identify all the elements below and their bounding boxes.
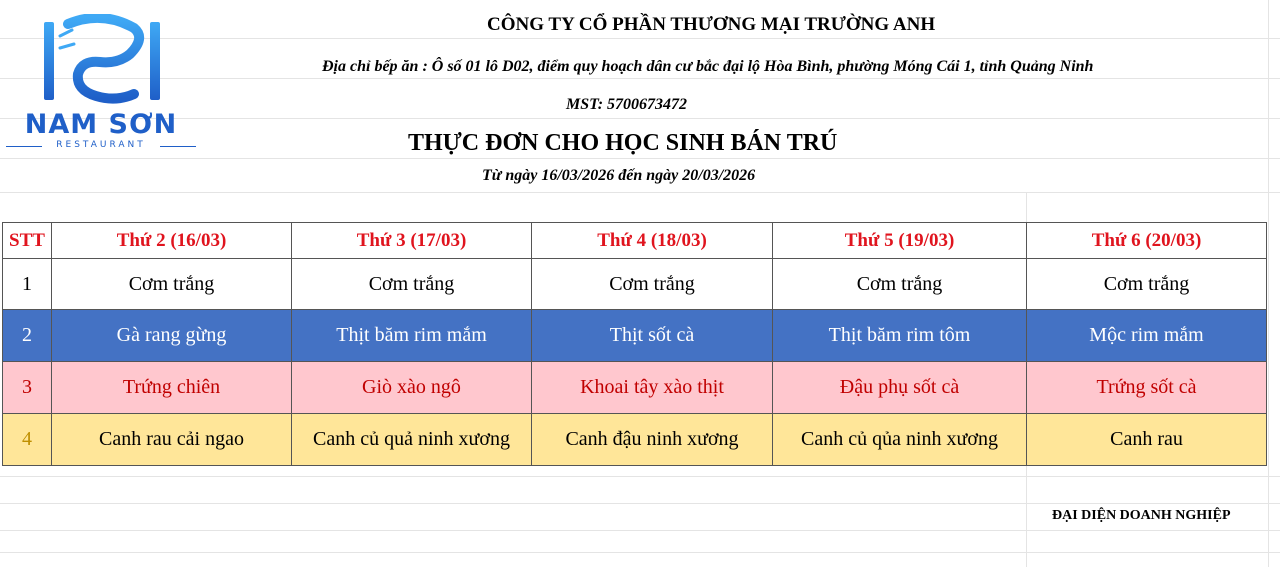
company-name: CÔNG TY CỔ PHẦN THƯƠNG MẠI TRƯỜNG ANH	[487, 14, 936, 35]
table-cell: Thịt băm rim tôm	[773, 310, 1027, 362]
logo-name: NAM SƠN	[24, 109, 178, 140]
table-cell: Canh rau	[1027, 414, 1267, 466]
date-range: Từ ngày 16/03/2026 đến ngày 20/03/2026	[482, 167, 756, 184]
table-cell: Thịt băm rim mắm	[292, 310, 532, 362]
gridline	[0, 158, 1280, 159]
header-monday: Thứ 2 (16/03)	[52, 223, 292, 259]
kitchen-address: Địa chỉ bếp ăn : Ô số 01 lô D02, điểm quy hoạch dân cư bắc đại lộ Hòa Bình, phường Móng Cái 1, tỉnh Quảng Ninh	[322, 58, 1094, 75]
table-cell: Thịt sốt cà	[532, 310, 773, 362]
table-cell: Cơm trắng	[773, 259, 1027, 310]
header-friday: Thứ 6 (20/03)	[1027, 223, 1267, 259]
row-number: 2	[3, 310, 52, 362]
table-cell: Cơm trắng	[292, 259, 532, 310]
table-row	[3, 414, 1267, 466]
table-cell: Canh củ quả ninh xương	[292, 414, 532, 466]
table-row	[3, 259, 1267, 310]
tax-code: MST: 5700673472	[566, 96, 688, 113]
header-tuesday: Thứ 3 (17/03)	[292, 223, 532, 259]
row-number: 1	[3, 259, 52, 310]
table-cell: Cơm trắng	[52, 259, 292, 310]
table-row	[3, 362, 1267, 414]
table-cell: Canh đậu ninh xương	[532, 414, 773, 466]
table-cell: Trứng sốt cà	[1027, 362, 1267, 414]
shrimp-logo-icon	[38, 14, 166, 106]
header-thursday: Thứ 5 (19/03)	[773, 223, 1027, 259]
table-cell: Canh củ qủa ninh xương	[773, 414, 1027, 466]
page-title: THỰC ĐƠN CHO HỌC SINH BÁN TRÚ	[408, 130, 838, 156]
gridline	[0, 476, 1280, 477]
table-cell: Mộc rim mắm	[1027, 310, 1267, 362]
gridline	[0, 503, 1280, 504]
gridline	[0, 192, 1280, 193]
header-stt: STT	[3, 223, 52, 259]
table-cell: Cơm trắng	[1027, 259, 1267, 310]
table-cell: Giò xào ngô	[292, 362, 532, 414]
table-header-row	[3, 223, 1267, 259]
gridline	[0, 530, 1280, 531]
table-cell: Đậu phụ sốt cà	[773, 362, 1027, 414]
gridline	[0, 552, 1280, 553]
table-cell: Gà rang gừng	[52, 310, 292, 362]
restaurant-logo	[4, 14, 198, 154]
table-row	[3, 310, 1267, 362]
row-number: 4	[3, 414, 52, 466]
table-cell: Canh rau cải ngao	[52, 414, 292, 466]
menu-table	[2, 222, 1267, 466]
table-cell: Khoai tây xào thịt	[532, 362, 773, 414]
logo-tagline: RESTAURANT	[4, 140, 198, 150]
gridline	[1268, 0, 1269, 567]
header-wednesday: Thứ 4 (18/03)	[532, 223, 773, 259]
row-number: 3	[3, 362, 52, 414]
signature-label: ĐẠI DIỆN DOANH NGHIỆP	[1052, 508, 1231, 523]
table-cell: Trứng chiên	[52, 362, 292, 414]
table-cell: Cơm trắng	[532, 259, 773, 310]
